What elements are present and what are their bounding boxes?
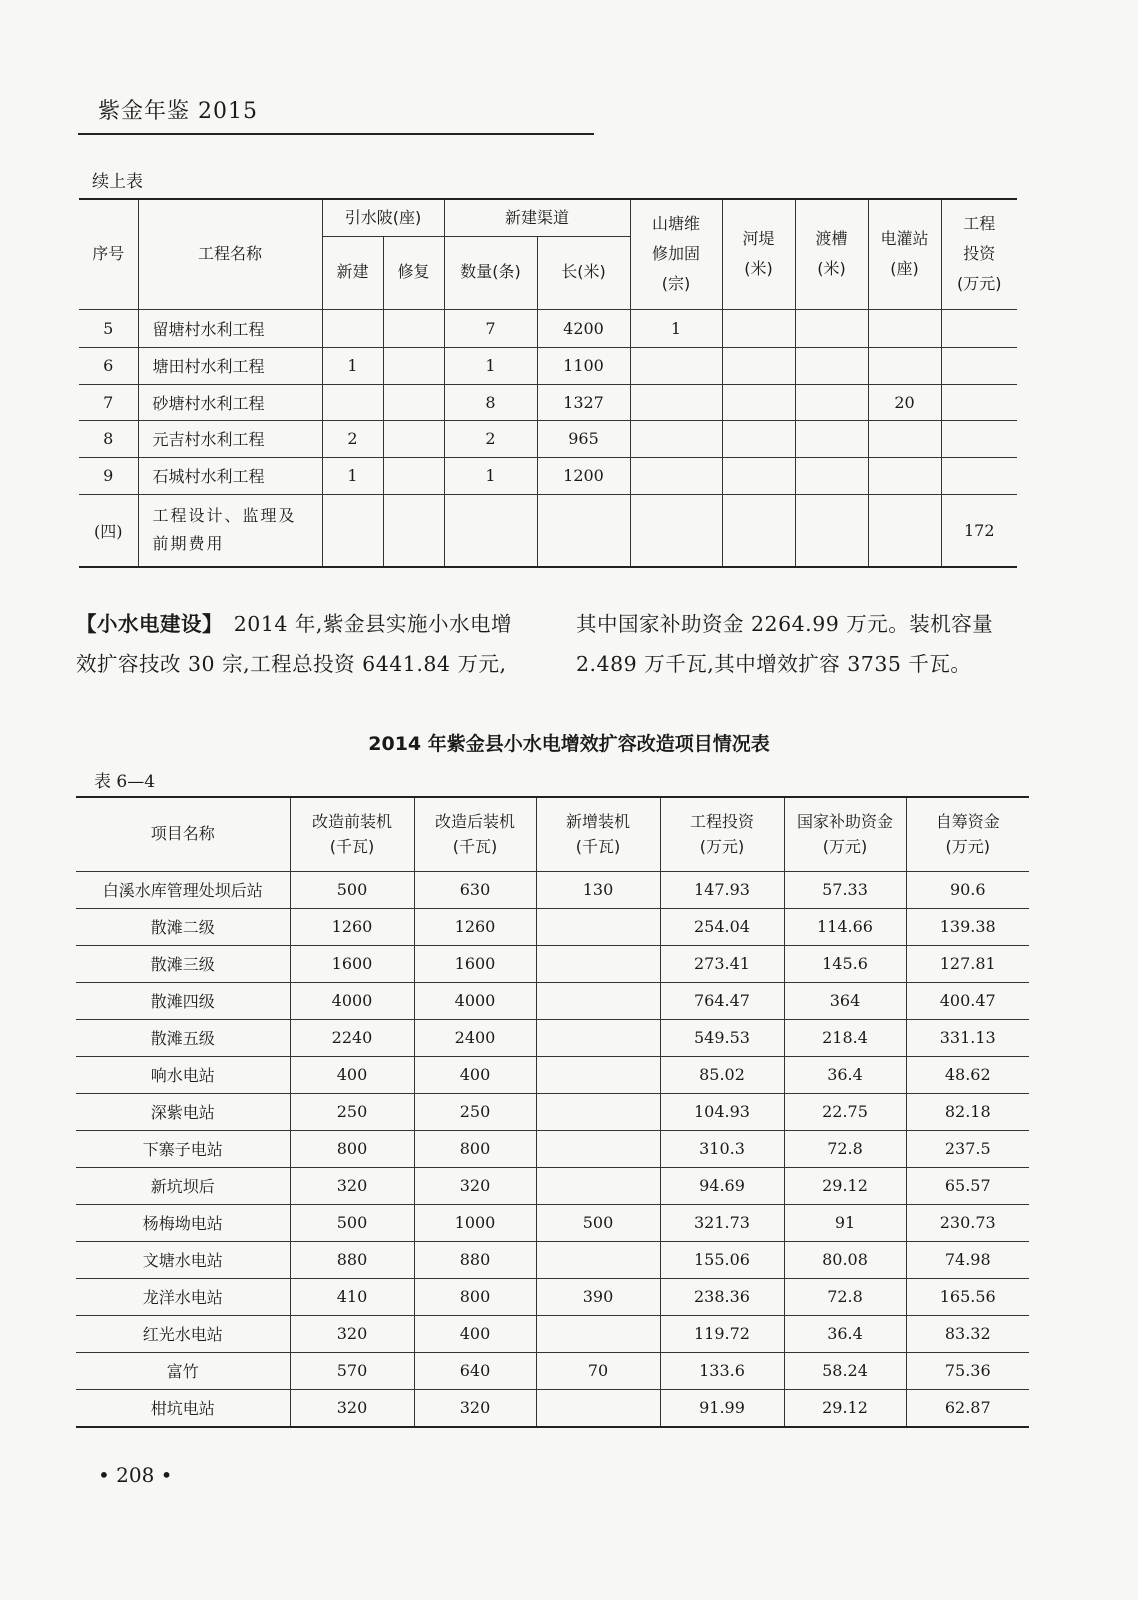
value-cell: 880	[290, 1241, 414, 1278]
value-cell: 127.81	[906, 945, 1029, 982]
value-cell: 104.93	[660, 1093, 784, 1130]
station-name-cell: 散滩三级	[76, 945, 290, 982]
value-cell: 1600	[290, 945, 414, 982]
value-cell: 58.24	[784, 1352, 906, 1389]
header-investment: 工程 投资 (万元)	[941, 199, 1017, 309]
value-cell: 410	[290, 1278, 414, 1315]
value-cell: 62.87	[906, 1389, 1029, 1427]
value-cell: 880	[414, 1241, 536, 1278]
value-cell: 1600	[414, 945, 536, 982]
value-cell: 133.6	[660, 1352, 784, 1389]
table-row	[76, 1130, 1029, 1167]
value-cell: 1260	[414, 908, 536, 945]
station-name-cell: 深紫电站	[76, 1093, 290, 1130]
header-pump-station: 电灌站 (座)	[868, 199, 941, 309]
value-cell: 500	[290, 871, 414, 908]
header-seq: 序号	[79, 199, 138, 309]
header-canal-group: 新建渠道	[444, 199, 630, 236]
small-hydro-paragraph-right: 其中国家补助资金 2264.99 万元。装机容量 2.489 万千瓦,其中增效扩容 3735 千瓦。	[576, 612, 994, 676]
header-rule	[78, 133, 594, 135]
value-cell: 130	[536, 871, 660, 908]
station-name-cell: 红光水电站	[76, 1315, 290, 1352]
value-cell: 2400	[414, 1019, 536, 1056]
value-cell: 83.32	[906, 1315, 1029, 1352]
header-self-funded: 自筹资金 (万元)	[906, 797, 1029, 871]
table-row	[76, 1093, 1029, 1130]
page-number: • 208 •	[98, 1463, 173, 1487]
section-heading: 【小水电建设】	[76, 612, 223, 636]
value-cell: 22.75	[784, 1093, 906, 1130]
value-cell: 800	[290, 1130, 414, 1167]
station-name-cell: 散滩五级	[76, 1019, 290, 1056]
table-row	[76, 1278, 1029, 1315]
table-row	[76, 945, 1029, 982]
value-cell	[536, 1093, 660, 1130]
header-levee: 河堤 (米)	[722, 199, 795, 309]
irrigation-projects-table	[79, 198, 1017, 568]
table-row	[76, 1204, 1029, 1241]
value-cell	[536, 1167, 660, 1204]
value-cell: 65.57	[906, 1167, 1029, 1204]
value-cell: 85.02	[660, 1056, 784, 1093]
value-cell: 4000	[290, 982, 414, 1019]
value-cell: 320	[414, 1167, 536, 1204]
value-cell: 764.47	[660, 982, 784, 1019]
header-pond-repair: 山塘维 修加固 (宗)	[630, 199, 722, 309]
header-weir-repair: 修复	[383, 236, 444, 309]
value-cell: 230.73	[906, 1204, 1029, 1241]
running-header: 紫金年鉴 2015	[98, 99, 258, 124]
table-row	[76, 871, 1029, 908]
value-cell: 2240	[290, 1019, 414, 1056]
value-cell: 320	[414, 1389, 536, 1427]
value-cell: 91	[784, 1204, 906, 1241]
value-cell: 273.41	[660, 945, 784, 982]
value-cell: 1000	[414, 1204, 536, 1241]
value-cell: 91.99	[660, 1389, 784, 1427]
value-cell: 500	[536, 1204, 660, 1241]
value-cell: 800	[414, 1278, 536, 1315]
value-cell: 57.33	[784, 871, 906, 908]
value-cell: 36.4	[784, 1315, 906, 1352]
value-cell: 331.13	[906, 1019, 1029, 1056]
value-cell: 114.66	[784, 908, 906, 945]
value-cell: 29.12	[784, 1389, 906, 1427]
value-cell: 400	[290, 1056, 414, 1093]
value-cell: 320	[290, 1167, 414, 1204]
value-cell: 320	[290, 1315, 414, 1352]
value-cell: 36.4	[784, 1056, 906, 1093]
header-capacity-after: 改造后装机 (千瓦)	[414, 797, 536, 871]
station-name-cell: 龙洋水电站	[76, 1278, 290, 1315]
value-cell	[536, 945, 660, 982]
value-cell: 70	[536, 1352, 660, 1389]
value-cell: 364	[784, 982, 906, 1019]
header-project-name: 工程名称	[138, 199, 322, 309]
value-cell	[536, 1056, 660, 1093]
table-row: 7 砂塘村水利工程 8 1327 20	[79, 384, 1017, 420]
station-name-cell: 散滩二级	[76, 908, 290, 945]
table-row	[76, 1056, 1029, 1093]
value-cell	[536, 982, 660, 1019]
station-name-cell: 柑坑电站	[76, 1389, 290, 1427]
table-row	[76, 1352, 1029, 1389]
station-name-cell: 富竹	[76, 1352, 290, 1389]
value-cell: 630	[414, 871, 536, 908]
value-cell: 48.62	[906, 1056, 1029, 1093]
table-row	[76, 982, 1029, 1019]
value-cell: 640	[414, 1352, 536, 1389]
table-row: 6 塘田村水利工程 1 1 1100	[79, 347, 1017, 384]
value-cell: 400	[414, 1056, 536, 1093]
station-name-cell: 散滩四级	[76, 982, 290, 1019]
table-row	[76, 1389, 1029, 1427]
header-weir-group: 引水陂(座)	[322, 199, 444, 236]
value-cell: 238.36	[660, 1278, 784, 1315]
value-cell: 90.6	[906, 871, 1029, 908]
value-cell: 237.5	[906, 1130, 1029, 1167]
station-name-cell: 新坑坝后	[76, 1167, 290, 1204]
header-state-subsidy: 国家补助资金 (万元)	[784, 797, 906, 871]
table-row: 9 石城村水利工程 1 1 1200	[79, 457, 1017, 494]
value-cell: 321.73	[660, 1204, 784, 1241]
value-cell: 72.8	[784, 1278, 906, 1315]
value-cell	[536, 1019, 660, 1056]
value-cell: 800	[414, 1130, 536, 1167]
value-cell	[536, 1130, 660, 1167]
value-cell: 320	[290, 1389, 414, 1427]
value-cell: 250	[290, 1093, 414, 1130]
value-cell	[536, 1315, 660, 1352]
header-canal-count: 数量(条)	[444, 236, 537, 309]
value-cell: 250	[414, 1093, 536, 1130]
continuation-label: 续上表	[92, 172, 143, 192]
value-cell: 147.93	[660, 871, 784, 908]
value-cell: 4000	[414, 982, 536, 1019]
value-cell: 80.08	[784, 1241, 906, 1278]
value-cell: 165.56	[906, 1278, 1029, 1315]
value-cell: 72.8	[784, 1130, 906, 1167]
value-cell: 1260	[290, 908, 414, 945]
header-canal-length: 长(米)	[537, 236, 630, 309]
hydro-upgrade-table	[76, 796, 1029, 1428]
table-number: 表 6—4	[94, 772, 156, 792]
value-cell: 254.04	[660, 908, 784, 945]
value-cell: 400.47	[906, 982, 1029, 1019]
value-cell: 82.18	[906, 1093, 1029, 1130]
table-row	[76, 1241, 1029, 1278]
value-cell: 29.12	[784, 1167, 906, 1204]
value-cell: 549.53	[660, 1019, 784, 1056]
header-project-name: 项目名称	[76, 797, 290, 871]
table-row: 8 元吉村水利工程 2 2 965	[79, 420, 1017, 457]
table-row: 5 留塘村水利工程 7 4200 1	[79, 309, 1017, 347]
small-hydro-paragraph-left: 【小水电建设】 2014 年,紫金县实施小水电增 效扩容技改 30 宗,工程总投资 6441.84 万元,	[76, 612, 512, 676]
station-name-cell: 响水电站	[76, 1056, 290, 1093]
header-capacity-before: 改造前装机 (千瓦)	[290, 797, 414, 871]
station-name-cell: 文塘水电站	[76, 1241, 290, 1278]
value-cell: 570	[290, 1352, 414, 1389]
table-row	[76, 1315, 1029, 1352]
table-row	[76, 1167, 1029, 1204]
value-cell: 74.98	[906, 1241, 1029, 1278]
value-cell	[536, 1241, 660, 1278]
value-cell: 145.6	[784, 945, 906, 982]
value-cell: 390	[536, 1278, 660, 1315]
header-weir-new: 新建	[322, 236, 383, 309]
value-cell: 500	[290, 1204, 414, 1241]
station-name-cell: 杨梅坳电站	[76, 1204, 290, 1241]
station-name-cell: 白溪水库管理处坝后站	[76, 871, 290, 908]
table-row-design-fees: (四) 工程设计、监理及 前期费用 172	[79, 494, 1017, 567]
table-row	[76, 1019, 1029, 1056]
value-cell: 400	[414, 1315, 536, 1352]
value-cell	[536, 1389, 660, 1427]
header-investment: 工程投资 (万元)	[660, 797, 784, 871]
value-cell: 218.4	[784, 1019, 906, 1056]
value-cell: 155.06	[660, 1241, 784, 1278]
value-cell: 139.38	[906, 908, 1029, 945]
station-name-cell: 下寨子电站	[76, 1130, 290, 1167]
value-cell: 75.36	[906, 1352, 1029, 1389]
table-row	[76, 908, 1029, 945]
value-cell: 119.72	[660, 1315, 784, 1352]
value-cell: 94.69	[660, 1167, 784, 1204]
header-capacity-added: 新增装机 (千瓦)	[536, 797, 660, 871]
value-cell: 310.3	[660, 1130, 784, 1167]
header-aqueduct: 渡槽 (米)	[795, 199, 868, 309]
table-title: 2014 年紫金县小水电增效扩容改造项目情况表	[368, 733, 770, 755]
value-cell	[536, 908, 660, 945]
